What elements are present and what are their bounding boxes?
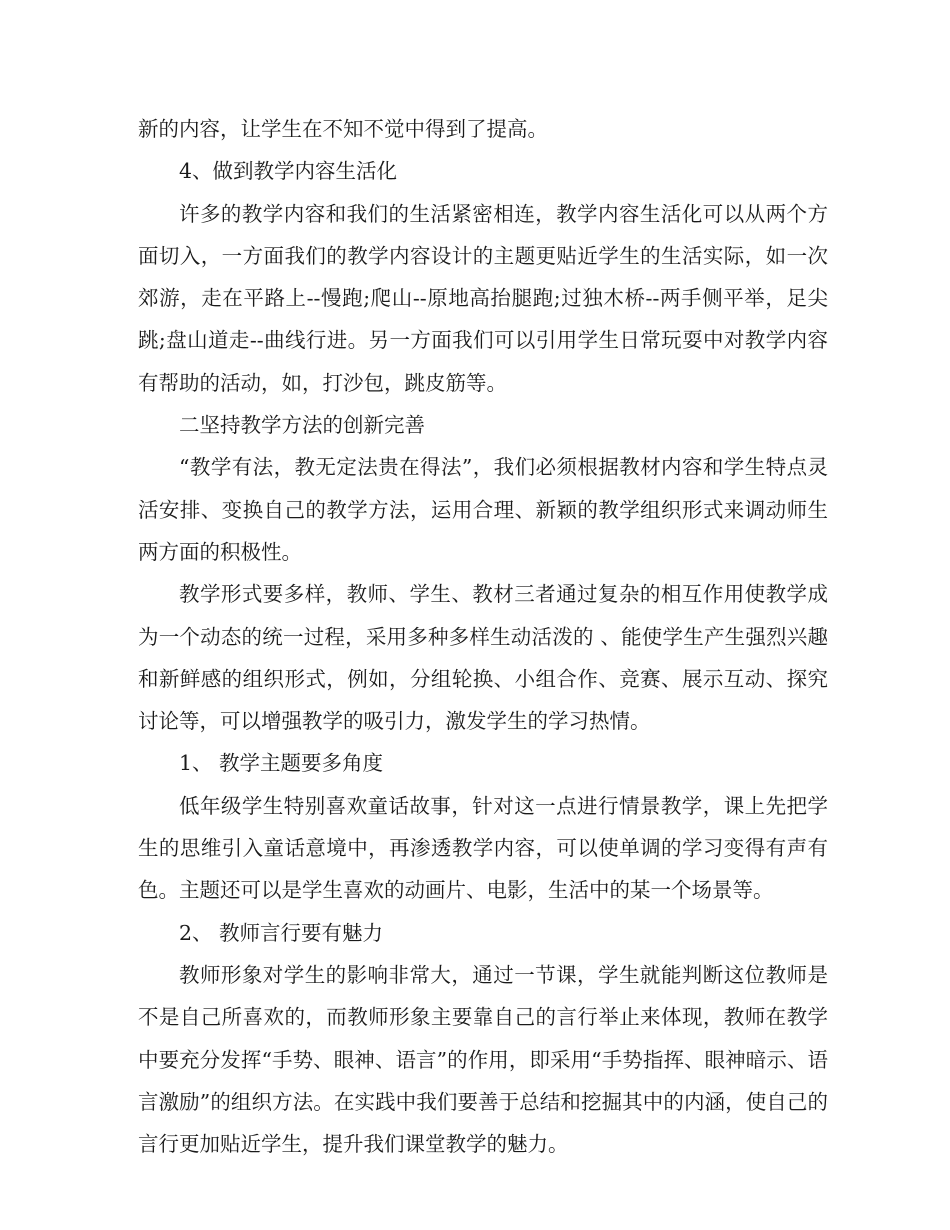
paragraph-theme: 低年级学生特别喜欢童话故事，针对这一点进行情景教学，课上先把学生的思维引入童话意境中，再渗透教学内容，可以使单调的学习变得有声有色。主题还可以是学生喜欢的动画片、电影，生活中的某一个场景等。	[138, 793, 828, 903]
paragraph-teaching-forms: 教学形式要多样，教师、学生、教材三者通过复杂的相互作用使教学成为一个动态的统一过程，采用多种多样生动活泼的 、能使学生产生强烈兴趣和新鲜感的组织形式，例如，分组轮换、小组合作、竞赛、展示互动、探究讨论等，可以增强教学的吸引力，激发学生的学习热情。	[138, 582, 828, 734]
document-page	[138, 108, 828, 1165]
paragraph-continuation: 新的内容，让学生在不知不觉中得到了提高。	[138, 117, 548, 141]
section-heading-2: 2、 教师言行要有魅力	[179, 920, 384, 945]
paragraph-teacher-charm: 教师形象对学生的影响非常大，通过一节课，学生就能判断这位教师是不是自己所喜欢的，而教师形象主要靠自己的言行举止来体现，教师在教学中要充分发挥“手势、眼神、语言”的作用，即采用“手势指挥、眼神暗示、语言激励”的组织方法。在实践中我们要善于总结和挖掘其中的内涵，使自己的言行更加贴近学生，提升我们课堂教学的魅力。	[138, 962, 828, 1157]
section-heading-4: 4、做到教学内容生活化	[179, 159, 398, 184]
section-heading-two: 二坚持教学方法的创新完善	[179, 413, 425, 438]
paragraph-teaching-method: “教学有法，教无定法贵在得法”，我们必须根据教材内容和学生特点灵活安排、变换自己的教学方法，运用合理、新颖的教学组织形式来调动师生两方面的积极性。	[138, 455, 828, 564]
paragraph-life-content: 许多的教学内容和我们的生活紧密相连，教学内容生活化可以从两个方面切入，一方面我们的教学内容设计的主题更贴近学生的生活实际，如一次郊游，走在平路上--慢跑;爬山--原地高抬腿跑;过独木桥--两手侧平举，足尖跳;盘山道走--曲线行进。另一方面我们可以引用学生日常玩耍中对教学内容有帮助的活动，如，打沙包，跳皮筋等。	[138, 201, 828, 395]
section-heading-1: 1、 教学主题要多角度	[179, 751, 384, 776]
